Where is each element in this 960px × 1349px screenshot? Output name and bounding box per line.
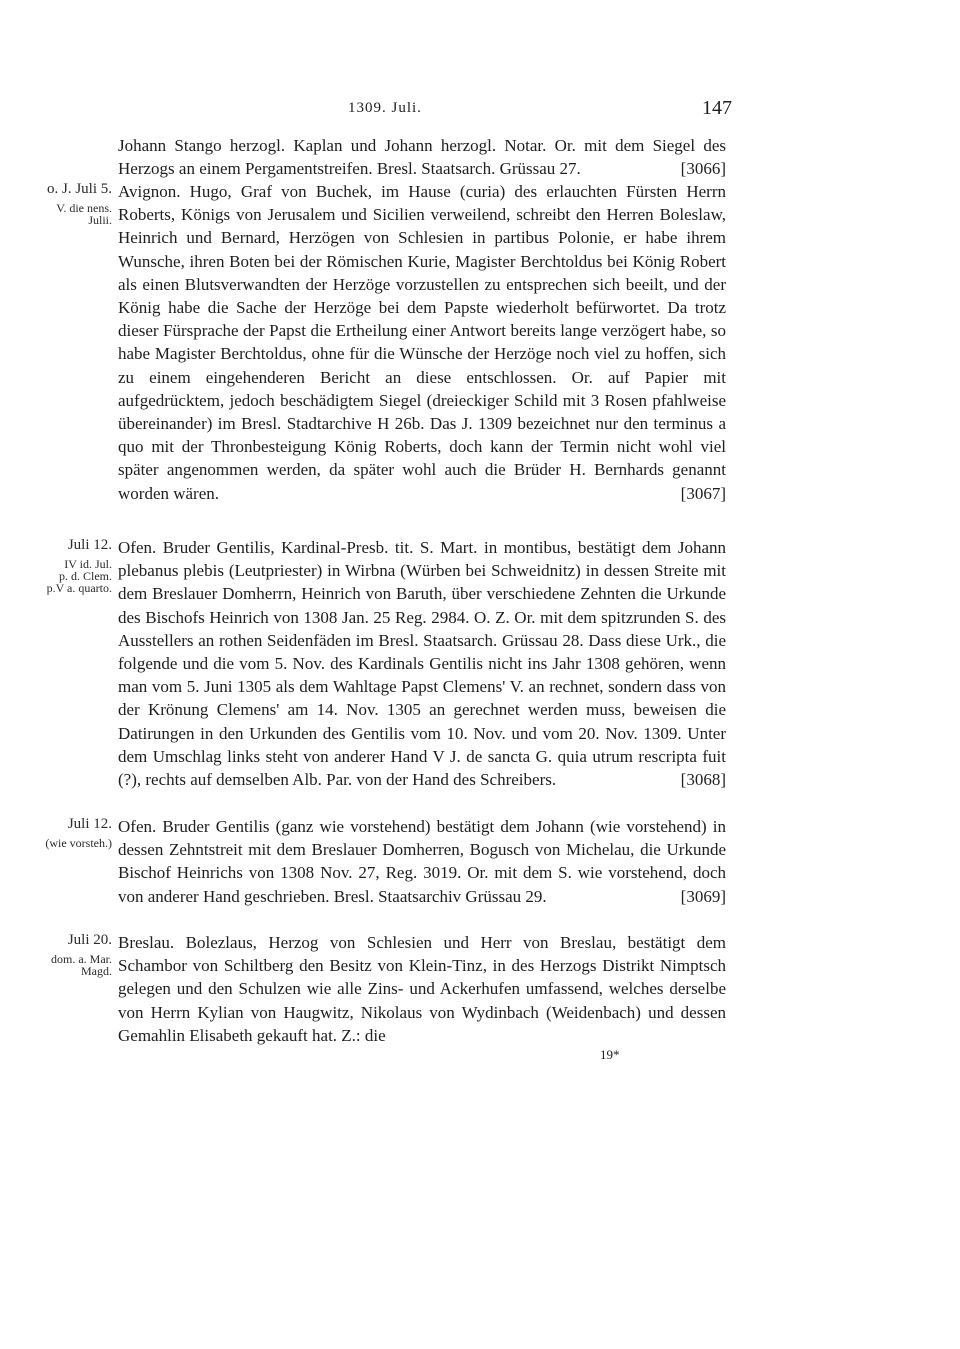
margin-date-3068 bbox=[0, 538, 112, 594]
margin-date: Juli 12. bbox=[67, 537, 112, 553]
running-header: 1309. Juli. bbox=[348, 100, 422, 116]
entry-3066-continuation bbox=[118, 134, 726, 180]
entry-3068 bbox=[118, 536, 726, 791]
margin-date-3069 bbox=[0, 817, 112, 849]
entry-text: Breslau. Bolezlaus, Herzog von Schlesien und Herr von Breslau, bestätigt dem Schambor von Schiltberg den Besitz von Klein-Tinz, in des Herzogs Distrikt Nimptsch gelegen und den Schulzen wie alle Zins- und Ackerhufen umfassend, welches derselbe von Herrn Kylian von Haugwitz, Nikolaus von Wydinbach (Weidenbach) und dessen Gemahlin Elisabeth gekauft hat. Z.: die bbox=[118, 933, 726, 1045]
document-number: [3066] bbox=[680, 159, 726, 179]
margin-dating: (wie vorsteh.) bbox=[45, 836, 112, 850]
signature-mark: 19* bbox=[600, 1047, 620, 1062]
entry-3067 bbox=[118, 180, 726, 505]
margin-dating: dom. a. Mar. bbox=[51, 952, 112, 966]
entry-text: Ofen. Bruder Gentilis (ganz wie vorstehend) bestätigt dem Johann (wie vorstehend) in dessen Zehntstreit mit dem Breslauer Domherren, Bogusch von Michelau, die Urkunde Bischof Heinrichs von 1308 Nov. 27, Reg. 3019. Or. mit dem S. wie vorstehend, doch von anderer Hand geschrieben. Bresl. Staatsarchiv Grüssau 29. bbox=[118, 817, 726, 906]
entry-text: Johann Stango herzogl. Kaplan und Johann herzogl. Notar. Or. mit dem Siegel des Herzogs an einem Pergamentstreifen. Bresl. Staatsarch. Grüssau 27. bbox=[118, 136, 726, 179]
document-number: [3068] bbox=[680, 770, 726, 790]
margin-dating-month: Julii. bbox=[88, 213, 112, 227]
document-number: [3069] bbox=[680, 886, 726, 906]
entry-3069 bbox=[118, 815, 726, 908]
entry-text: Avignon. Hugo, Graf von Buchek, im Hause (curia) des erlauchten Fürsten Herrn Roberts, Königs von Jerusalem und Sicilien verweilend, schreibt den Herren Boleslaw, Heinrich und Bernard, Herzögen von Schlesien in partibus Polonie, er habe ihrem Wunsche, ihren Boten bei der Römischen Kurie, Magister Berchtoldus bei König Robert als einen Blutsverwandten der Herzöge vorzustellen zu entsprechen sich beeilt, und der König habe die Sache der Herzöge bei dem Papste wiederholt befürwortet. Da trotz dieser Fürsprache der Papst die Ertheilung einer Antwort bereits lange verzögert habe, so habe Magister Berchtoldus, ohne für die Wünsche der Herzöge noch viel zu hoffen, sich zu einem eingehenderen Bericht an diese entschlossen. Or. auf Papier mit aufgedrücktem, jedoch beschädigtem Siegel (dreieckiger Schild mit 3 Rosen pfahlweise übereinander) im Bresl. Stadtarchive H 26b. Das J. 1309 bezeichnet nur den terminus a quo mit der Thronbesteigung König Roberts, doch kann der Termin nicht wohl viel später angenommen werden, da später wohl auch die Brüder H. Bernhards genannt worden wären. bbox=[118, 182, 726, 503]
entry-text: Ofen. Bruder Gentilis, Kardinal-Presb. tit. S. Mart. in montibus, bestätigt dem Johann plebanus plebis (Leutpriester) in Wirbna (Würben bei Schweidnitz) in dessen Streite mit dem Breslauer Domherrn, Heinrich von Baruth, über verschiedene Zehnten die Urkunde des Bischofs Heinrich von 1308 Jan. 25 Reg. 2984. O. Z. Or. mit dem spitzrunden S. des Ausstellers an rothen Seidenfäden im Bresl. Staatsarch. Grüssau 28. Dass diese Urk., die folgende und die vom 5. Nov. des Kardinals Gentilis nicht ins Jahr 1308 gehören, wenn man vom 5. Juni 1305 als dem Wahltage Papst Clemens' V. an rechnet, sondern dass von der Krönung Clemens' am 14. Nov. 1305 an gerechnet werden muss, beweisen die Datirungen in den Urkunden des Gentilis vom 10. Nov. und vom 20. Nov. 1309. Unter dem Umschlag links steht von anderer Hand V J. de sancta G. quia utrum rescripta fuit (?), rechts auf demselben Alb. Par. von der Hand des Schreibers. bbox=[118, 538, 726, 790]
margin-dating: V. die nens. bbox=[56, 201, 112, 215]
page-number: 147 bbox=[702, 97, 732, 119]
margin-dating-pontificate: p. d. Clem. bbox=[59, 569, 112, 583]
margin-date: o. J. Juli 5. bbox=[46, 181, 112, 197]
margin-date-3067 bbox=[0, 182, 112, 226]
document-number: [3067] bbox=[680, 483, 726, 503]
margin-date: Juli 20. bbox=[67, 932, 112, 948]
margin-dating: IV id. Jul. bbox=[64, 557, 112, 571]
margin-dating-year: p.V a. quarto. bbox=[46, 581, 112, 595]
margin-dating-saint: Magd. bbox=[81, 964, 112, 978]
margin-date: Juli 12. bbox=[67, 816, 112, 832]
entry-3070 bbox=[118, 931, 726, 1047]
margin-date-3070 bbox=[0, 933, 112, 977]
